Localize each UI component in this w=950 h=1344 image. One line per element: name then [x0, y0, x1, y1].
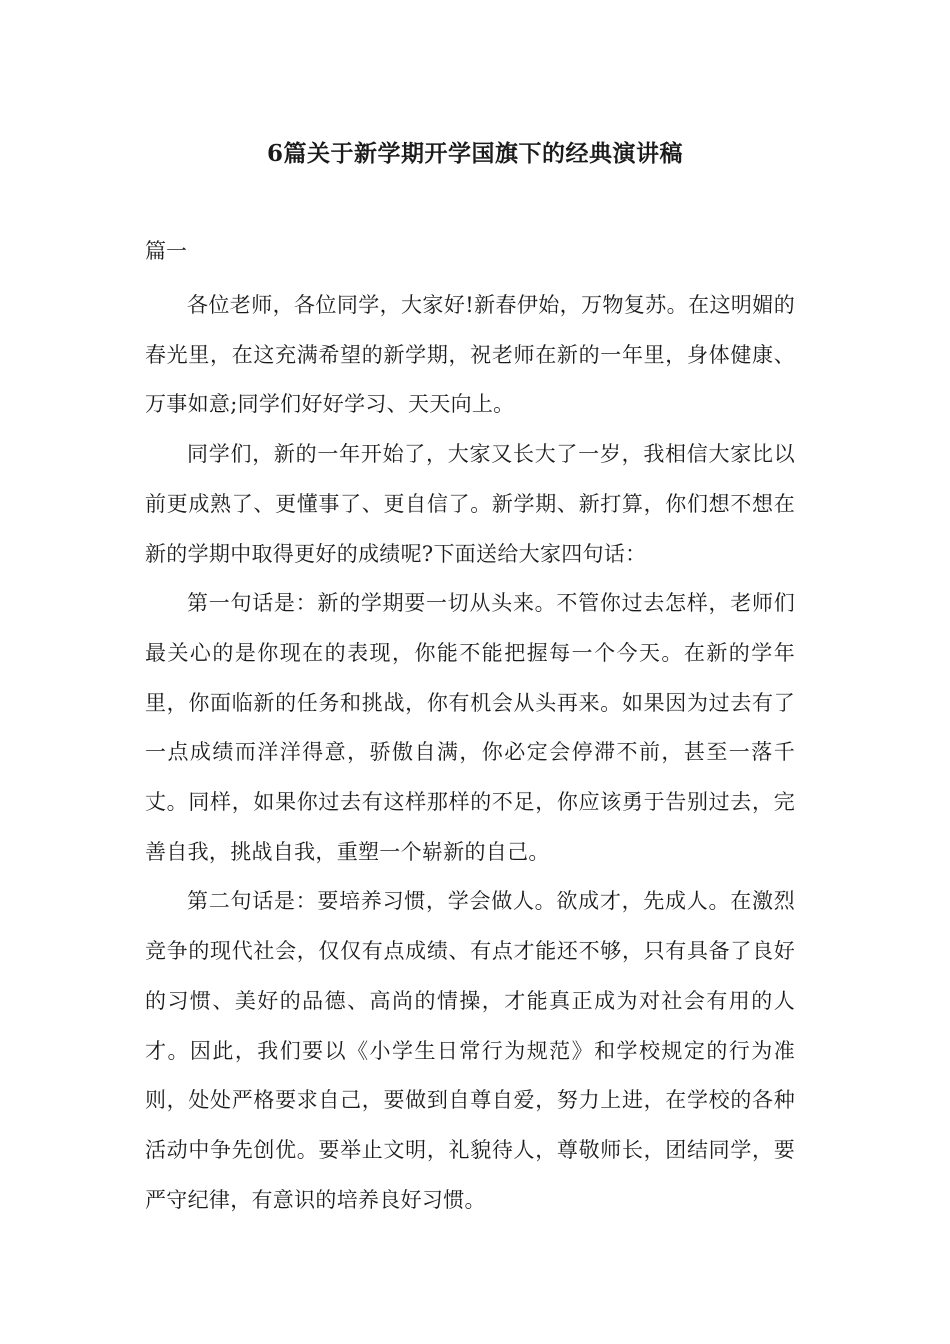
document-body	[145, 281, 795, 1225]
paragraph: 同学们，新的一年开始了，大家又长大了一岁，我相信大家比以前更成熟了、更懂事了、更自信了。新学期、新打算，你们想不想在新的学期中取得更好的成绩呢?下面送给大家四句话：	[145, 442, 795, 566]
section-label: 篇一	[145, 239, 187, 263]
paragraph: 第一句话是：新的学期要一切从头来。不管你过去怎样，老师们最关心的是你现在的表现，你能不能把握每一个今天。在新的学年里，你面临新的任务和挑战，你有机会从头再来。如果因为过去有了一点成绩而洋洋得意，骄傲自满，你必定会停滞不前，甚至一落千丈。同样，如果你过去有这样那样的不足，你应该勇于告别过去，完善自我，挑战自我，重塑一个崭新的自己。	[145, 591, 795, 864]
paragraph: 各位老师，各位同学，大家好!新春伊始，万物复苏。在这明媚的春光里，在这充满希望的新学期，祝老师在新的一年里，身体健康、万事如意;同学们好好学习、天天向上。	[145, 293, 795, 417]
document-title: 6篇关于新学期开学国旗下的经典演讲稿	[266, 140, 683, 167]
paragraph: 第二句话是：要培养习惯，学会做人。欲成才，先成人。在激烈竞争的现代社会，仅仅有点成绩、有点才能还不够，只有具备了良好的习惯、美好的品德、高尚的情操，才能真正成为对社会有用的人才。因此，我们要以《小学生日常行为规范》和学校规定的行为准则，处处严格要求自己，要做到自尊自爱，努力上进，在学校的各种活动中争先创优。要举止文明，礼貌待人，尊敬师长，团结同学，要严守纪律，有意识的培养良好习惯。	[145, 889, 795, 1212]
